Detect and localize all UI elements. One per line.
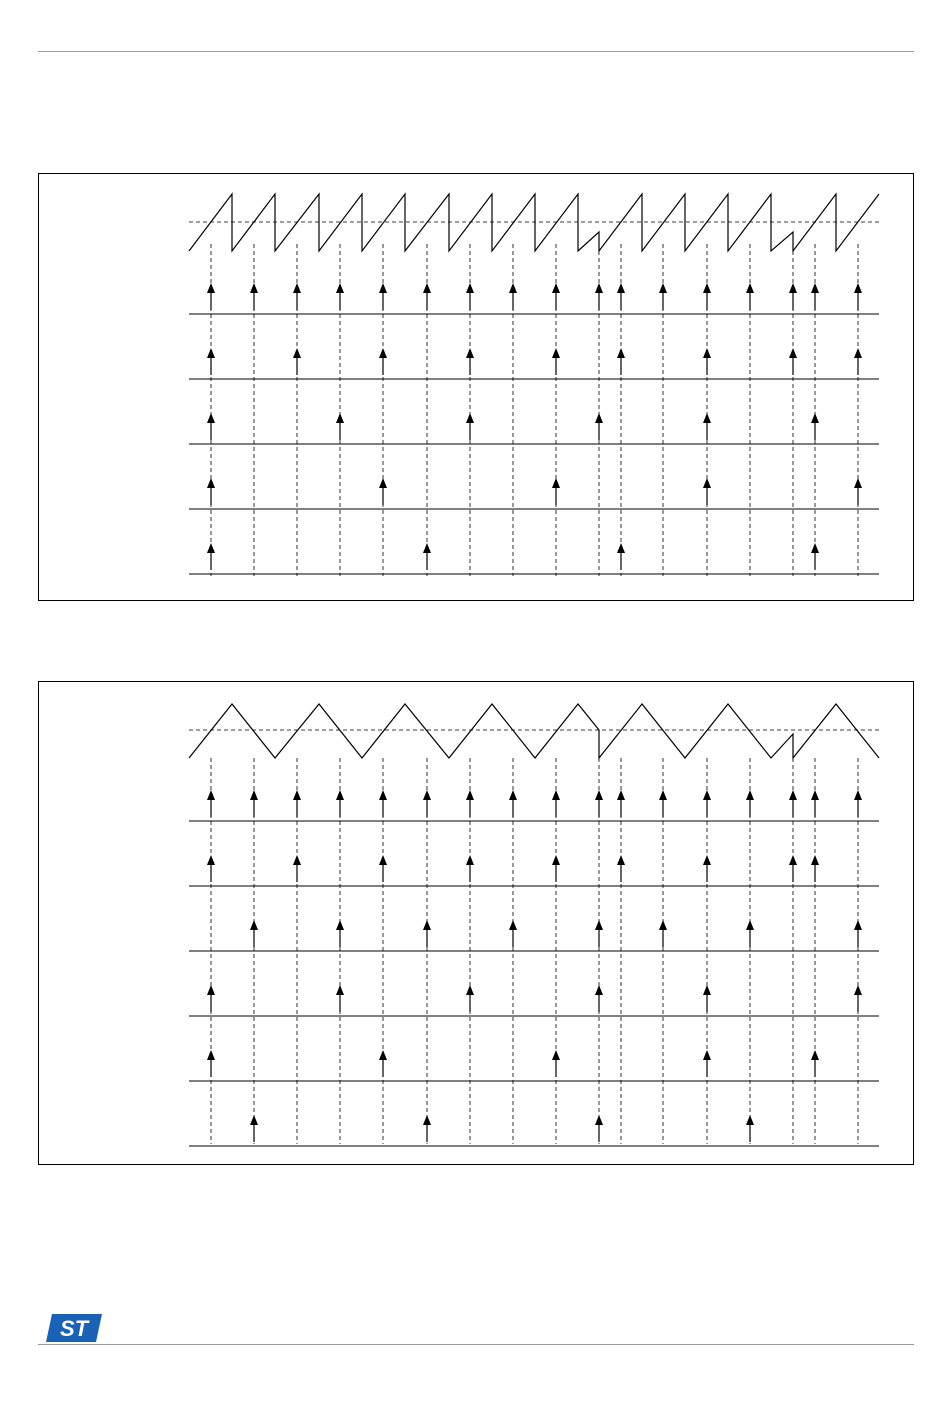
event-arrow-t1-16 [854, 348, 862, 358]
event-arrow-t4-4 [379, 1050, 387, 1060]
event-arrow-t4-8 [552, 1050, 560, 1060]
event-arrow-t2-9 [595, 413, 603, 423]
event-arrow-t0-0 [207, 790, 215, 800]
event-arrow-t3-8 [552, 478, 560, 488]
event-arrow-t0-5 [423, 790, 431, 800]
event-arrow-t3-4 [379, 478, 387, 488]
event-arrow-t0-13 [746, 283, 754, 293]
event-arrow-t0-6 [466, 790, 474, 800]
event-arrow-t2-9 [595, 920, 603, 930]
timing-diagram-triangle [38, 681, 914, 1165]
event-arrow-t0-1 [250, 283, 258, 293]
event-arrow-t0-3 [336, 283, 344, 293]
event-arrow-t2-0 [207, 413, 215, 423]
event-arrow-t0-5 [423, 283, 431, 293]
header-rule [38, 51, 914, 52]
event-arrow-t3-12 [703, 478, 711, 488]
event-arrow-t2-12 [703, 413, 711, 423]
event-arrow-t3-3 [336, 985, 344, 995]
event-arrow-t2-3 [336, 920, 344, 930]
timing-diagram-sawtooth [38, 173, 914, 601]
event-arrow-t2-5 [423, 920, 431, 930]
event-arrow-t3-0 [207, 478, 215, 488]
event-arrow-t2-1 [250, 920, 258, 930]
event-arrow-t1-8 [552, 855, 560, 865]
event-arrow-t4-0 [207, 543, 215, 553]
event-arrow-t2-11 [659, 920, 667, 930]
event-arrow-t0-12 [703, 790, 711, 800]
event-arrow-t0-12 [703, 283, 711, 293]
event-arrow-t4-10 [617, 543, 625, 553]
event-arrow-t0-0 [207, 283, 215, 293]
event-arrow-t0-7 [509, 790, 517, 800]
event-arrow-t5-9 [595, 1115, 603, 1125]
event-arrow-t1-4 [379, 348, 387, 358]
event-arrow-t2-13 [746, 920, 754, 930]
event-arrow-t0-7 [509, 283, 517, 293]
sawtooth-timing-svg [39, 174, 915, 602]
footer-rule [38, 1344, 914, 1345]
event-arrow-t0-11 [659, 283, 667, 293]
event-arrow-t0-9 [595, 283, 603, 293]
event-arrow-t4-12 [703, 1050, 711, 1060]
event-arrow-t3-12 [703, 985, 711, 995]
event-arrow-t1-2 [293, 348, 301, 358]
event-arrow-t1-14 [789, 348, 797, 358]
event-arrow-t0-1 [250, 790, 258, 800]
event-arrow-t4-15 [811, 1050, 819, 1060]
event-arrow-t3-16 [854, 985, 862, 995]
event-arrow-t0-2 [293, 283, 301, 293]
event-arrow-t1-12 [703, 348, 711, 358]
event-arrow-t0-15 [811, 790, 819, 800]
event-arrow-t1-0 [207, 348, 215, 358]
counter-waveform [189, 194, 879, 251]
event-arrow-t3-6 [466, 985, 474, 995]
event-arrow-t2-3 [336, 413, 344, 423]
triangle-timing-svg [39, 682, 915, 1166]
st-logo [42, 1312, 104, 1344]
st-logo-text: ST [59, 1316, 89, 1341]
event-arrow-t4-5 [423, 543, 431, 553]
event-arrow-t5-5 [423, 1115, 431, 1125]
event-arrow-t0-4 [379, 283, 387, 293]
event-arrow-t1-6 [466, 348, 474, 358]
event-arrow-t0-4 [379, 790, 387, 800]
event-arrow-t1-10 [617, 855, 625, 865]
event-arrow-t5-1 [250, 1115, 258, 1125]
event-arrow-t1-14 [789, 855, 797, 865]
event-arrow-t1-6 [466, 855, 474, 865]
event-arrow-t0-9 [595, 790, 603, 800]
event-arrow-t1-0 [207, 855, 215, 865]
event-arrow-t1-12 [703, 855, 711, 865]
event-arrow-t0-14 [789, 790, 797, 800]
event-arrow-t1-4 [379, 855, 387, 865]
event-arrow-t1-2 [293, 855, 301, 865]
event-arrow-t2-6 [466, 413, 474, 423]
event-arrow-t4-0 [207, 1050, 215, 1060]
event-arrow-t2-7 [509, 920, 517, 930]
event-arrow-t0-3 [336, 790, 344, 800]
event-arrow-t3-16 [854, 478, 862, 488]
event-arrow-t0-11 [659, 790, 667, 800]
event-arrow-t0-10 [617, 283, 625, 293]
event-arrow-t0-13 [746, 790, 754, 800]
event-arrow-t3-9 [595, 985, 603, 995]
event-arrow-t1-8 [552, 348, 560, 358]
event-arrow-t1-10 [617, 348, 625, 358]
event-arrow-t0-2 [293, 790, 301, 800]
event-arrow-t1-15 [811, 855, 819, 865]
event-arrow-t0-16 [854, 790, 862, 800]
event-arrow-t0-15 [811, 283, 819, 293]
event-arrow-t3-0 [207, 985, 215, 995]
event-arrow-t0-8 [552, 790, 560, 800]
event-arrow-t5-13 [746, 1115, 754, 1125]
counter-waveform [189, 704, 879, 758]
event-arrow-t0-10 [617, 790, 625, 800]
event-arrow-t2-15 [811, 413, 819, 423]
event-arrow-t2-16 [854, 920, 862, 930]
event-arrow-t0-16 [854, 283, 862, 293]
event-arrow-t0-8 [552, 283, 560, 293]
event-arrow-t0-14 [789, 283, 797, 293]
event-arrow-t4-15 [811, 543, 819, 553]
event-arrow-t0-6 [466, 283, 474, 293]
